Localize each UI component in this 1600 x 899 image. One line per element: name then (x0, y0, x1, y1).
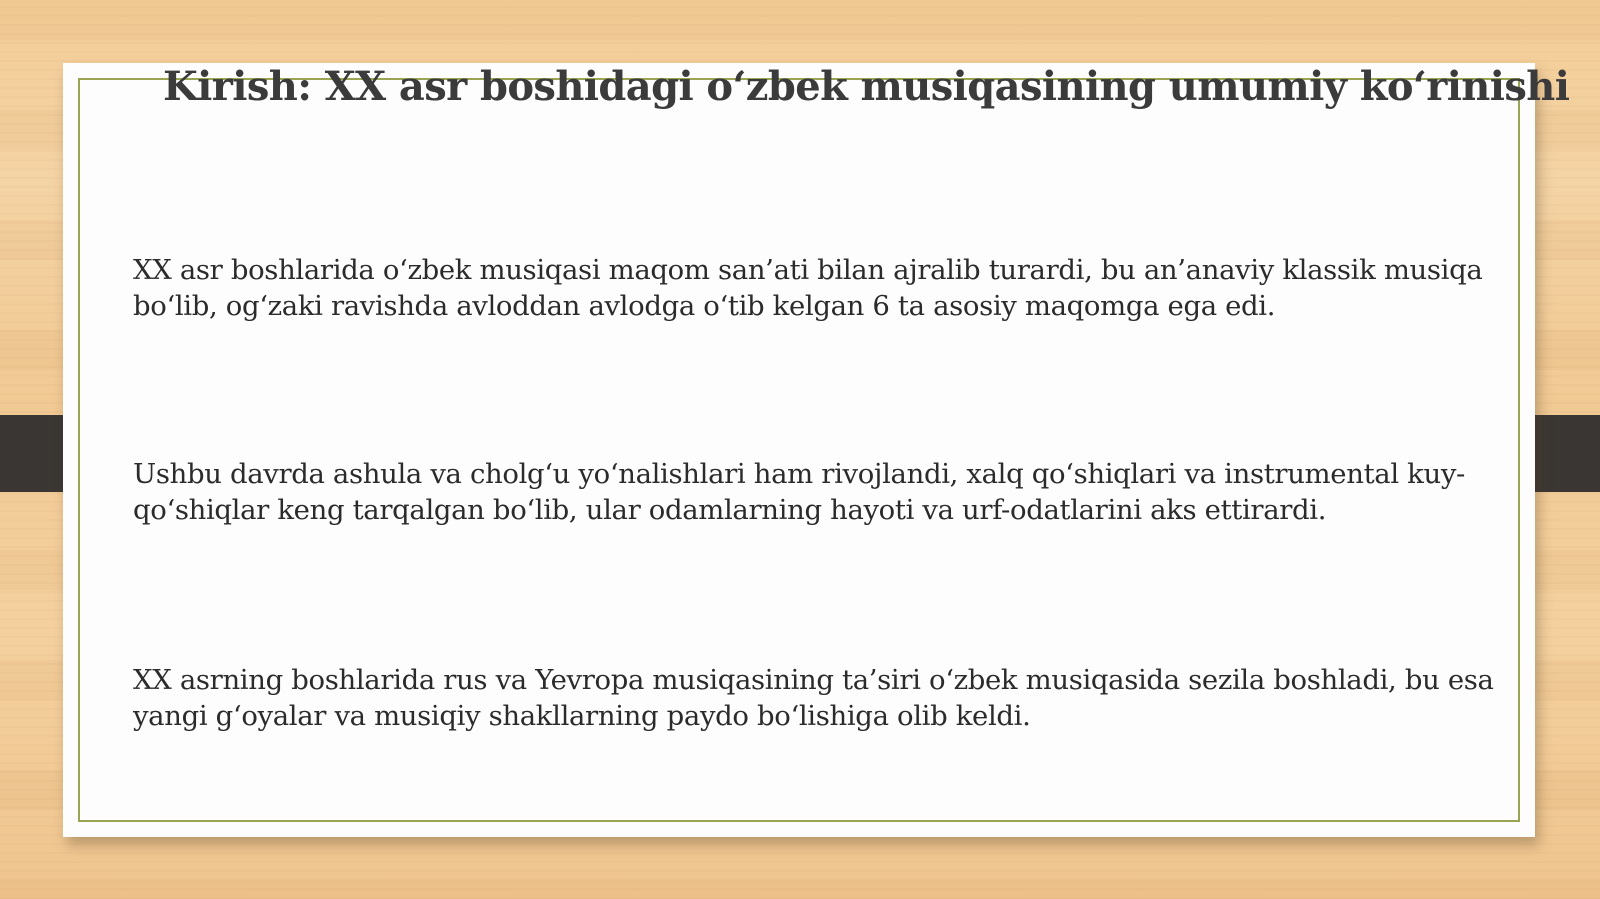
paragraph-ashula-cholgu: Ushbu davrda ashula va cholg‘u yo‘nalishlari ham rivojlandi, xalq qo‘shiqlari va instrumental kuy-qo‘shiqlar keng tarqalgan bo‘lib, ular odamlarning hayoti va urf-odatlarini aks ettirardi. (133, 458, 1465, 526)
paragraph-european-influence: XX asrning boshlarida rus va Yevropa musiqasining ta’siri o‘zbek musiqasida sezila boshladi, bu esa yangi g‘oyalar va musiqiy shakllarning paydo bo‘lishiga olib keldi. (133, 664, 1494, 732)
paragraph-maqom: XX asr boshlarida o‘zbek musiqasi maqom san’ati bilan ajralib turardi, bu an’anaviy klassik musiqa bo‘lib, og‘zaki ravishda avloddan avlodga o‘tib kelgan 6 ta asosiy maqomga ega edi. (133, 254, 1483, 322)
slide-title: Kirish: XX asr boshidagi o‘zbek musiqasining umumiy ko‘rinishi (163, 63, 1570, 110)
